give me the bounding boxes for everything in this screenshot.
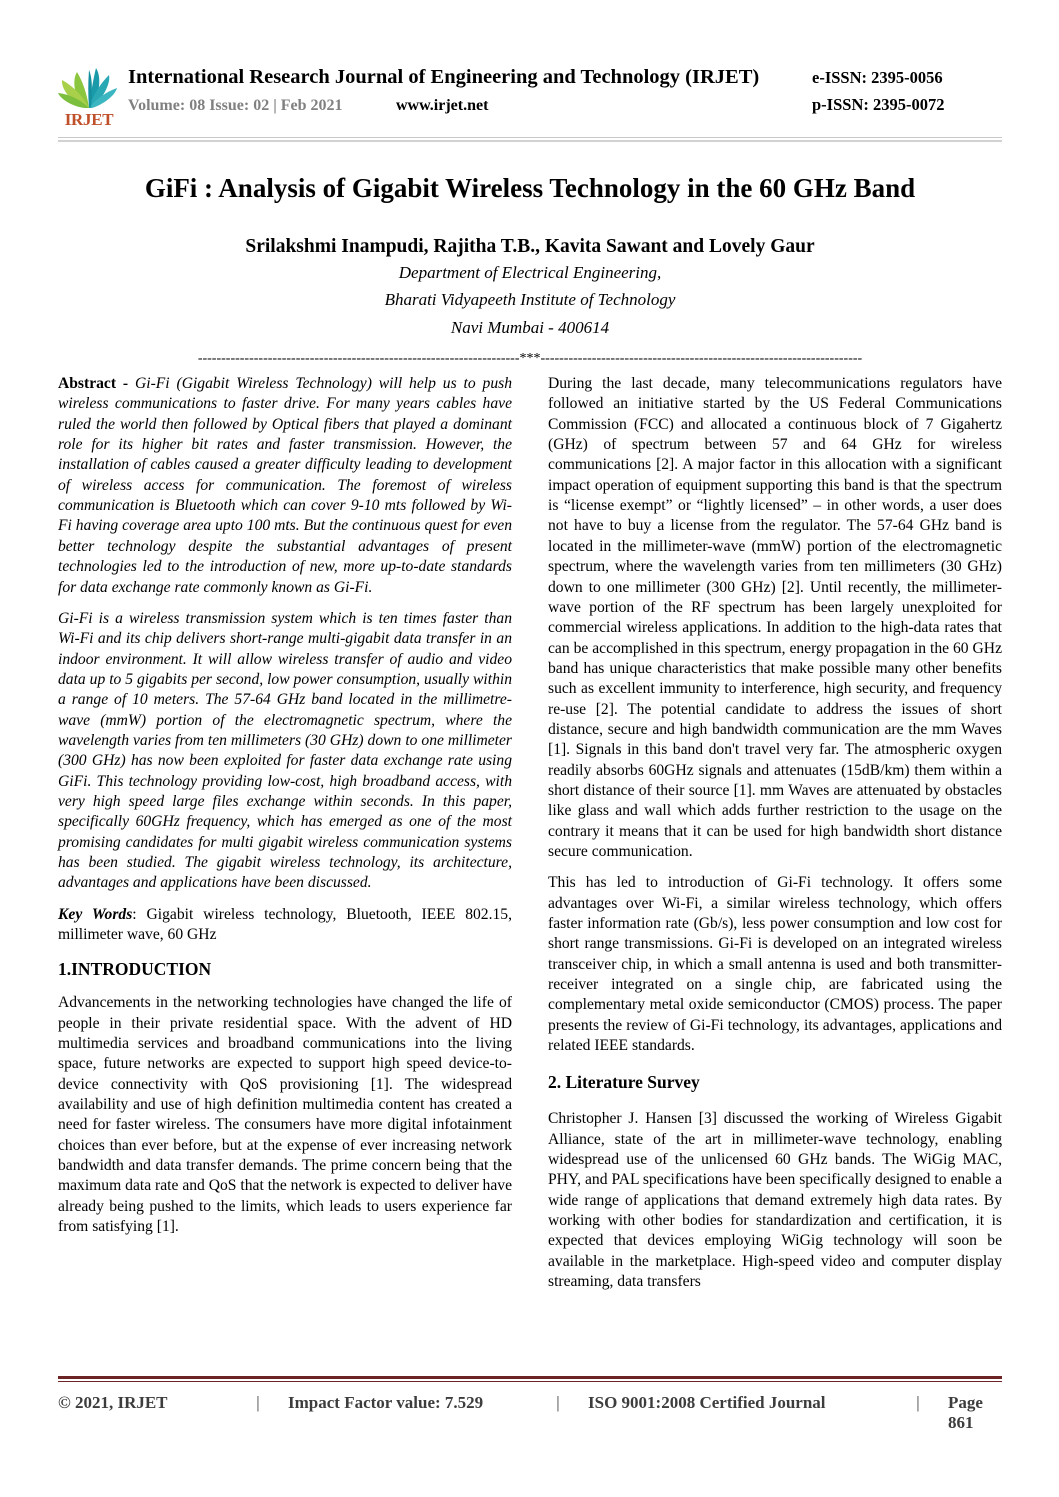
journal-website: www.irjet.net <box>396 97 489 114</box>
right-paragraph-2: This has led to introduction of Gi-Fi technology. It offers some advantages over Wi-Fi, a similar wireless technology, which offers faster information rate (Gb/s), less power consumption and low cost for short range transmissions. Gi-Fi is developed on an integrated wireless transceiver chip, in which a small antenna is used and both transmitter- receiver integrated on a single chip, are fabricated using the complementary metal oxide semiconductor (CMOS) process. The paper presents the review of Gi-Fi technology, its advantages, applications and related IEEE standards. <box>548 874 1002 1055</box>
footer-separator-1: | <box>256 1393 260 1412</box>
title-separator: ---------------------------------------------------------------------***--------------------------------------------------------------------- <box>197 350 863 366</box>
footer-divider <box>58 1376 1002 1382</box>
page-title: GiFi : Analysis of Gigabit Wireless Technology in the 60 GHz Band <box>144 173 916 203</box>
leaf-fan-icon <box>58 64 120 110</box>
volume-issue-date: Volume: 08 Issue: 02 | Feb 2021 <box>128 97 343 114</box>
page-content <box>58 0 1002 1304</box>
masthead-text <box>128 62 1002 115</box>
page-footer <box>58 1376 1002 1433</box>
right-paragraph-1: During the last decade, many telecommunications regulators have followed an initiative started by the US Federal Communications Commission (FCC) and allocated a continuous block of 7 Gigahertz (GHz) of spectrum between 57 and 64 GHz for wireless communications [2]. A major factor in this allocation with a significant impact operation of equipment supporting this band is that the spectrum is “license exempt” or “lightly licensed” – in other words, a user does not have to buy a license from the regulator. The 57-64 GHz band is located in the millimeter-wave (mmW) portion of the electromagnetic spectrum, where the wavelength varies from ten millimeters (30 GHz) down to one millimeter (300 GHz) [2]. Until recently, the millimeter-wave portion of the RF spectrum has been largely unexploited for commercial wireless applications. In addition to the high-data rates that can be accomplished in this spectrum, energy propagation in the 60 GHz band has unique characteristics that make possible many other benefits such as excellent immunity to interference, high security, and frequency re-use [2]. The potential candidate to address the issues of short distance, secure and high bandwidth communication are the mm Waves [1]. Signals in this band don't travel very far. The atmospheric oxygen readily absorbs 60GHz signals and attenuates (15dB/km) them within a short distance of their source [1]. mm Waves are attenuated by obstacles like glass and wall which adds further restriction to the usage on the contrary it means that it can be used for high bandwidth short distance secure communication. <box>548 375 1002 860</box>
section-heading-introduction: 1.INTRODUCTION <box>58 959 212 980</box>
footer-impact-factor: Impact Factor value: 7.529 <box>288 1393 484 1412</box>
two-column-body <box>58 374 1002 1303</box>
abstract-text-1: Gi-Fi (Gigabit Wireless Technology) will help us to push wireless communications to faster drive. For many years cables have ruled the world then followed by Optical fibers that played a dominant role for its higher bit rates and faster transmission. However, the installation of cables caused a greater difficulty leading to development of wireless access for communication. The foremost of wireless communication is Bluetooth which can cover 9-10 mts followed by Wi-Fi having coverage area upto 100 mts. But the continuous quest for even better technology despite the substantial advantages of present technologies led to the introduction of new, more up-to-date standards for data exchange rate commonly known as Gi-Fi. <box>58 375 512 596</box>
right-paragraph-3: Christopher J. Hansen [3] discussed the working of Wireless Gigabit Alliance, state of the art in millimeter-wave technology, enabling widespread use of the unlicensed 60 GHz bands. The WiGig MAC, PHY, and PAL specifications have been specifically designed to enable a wide range of applications that demand extremely high data rates. By working with other bodies for standardization and certification, it is expected that devices employing WiGig technology will soon be available in the marketplace. High-speed video and computer display streaming, data transfers <box>548 1110 1002 1291</box>
footer-separator-2: | <box>556 1393 560 1412</box>
journal-title: International Research Journal of Engineering and Technology (IRJET) <box>128 66 760 88</box>
irjet-logo <box>58 62 120 128</box>
affiliation-line-3: Navi Mumbai - 400614 <box>450 318 610 338</box>
right-column <box>548 374 1002 1303</box>
abstract-paragraph-1 <box>58 374 512 598</box>
affiliation-line-2: Bharati Vidyapeeth Institute of Technology <box>384 290 676 310</box>
footer-iso-certification: ISO 9001:2008 Certified Journal <box>588 1393 826 1412</box>
keywords <box>58 905 512 946</box>
masthead-divider <box>58 137 1002 142</box>
section-heading-literature-survey: 2. Literature Survey <box>548 1072 700 1093</box>
journal-masthead <box>58 0 1002 128</box>
p-issn: p-ISSN: 2395-0072 <box>812 95 945 114</box>
introduction-paragraph-1: Advancements in the networking technologies have changed the life of people in their private residential space. With the advent of HD multimedia services and broadband communications into the living space, future networks are expected to support high speed device-to-device connectivity with QoS provisioning [1]. The widespread availability and use of high definition multimedia content has created a need for faster wireless. The consumers have more digital infotainment choices than ever before, but at the expense of ever increasing network bandwidth and data transfer demands. The prime concern being that the maximum data rate and QoS that the network is expected to deliver have already being pushed to the limits, which leads to users experience far from satisfying [1]. <box>58 994 512 1236</box>
footer-row <box>58 1393 1002 1433</box>
author-list: Srilakshmi Inampudi, Rajitha T.B., Kavita Sawant and Lovely Gaur <box>245 235 815 257</box>
left-column <box>58 374 512 1303</box>
e-issn: e-ISSN: 2395-0056 <box>812 68 943 87</box>
affiliation-line-1: Department of Electrical Engineering, <box>398 262 662 282</box>
abstract-paragraph-2: Gi-Fi is a wireless transmission system which is ten times faster than Wi-Fi and its chip delivers short-range multi-gigabit data transfer in an indoor environment. It will allow wireless transfer of audio and video data up to 5 gigabits per second, low power consumption, usually within a range of 10 meters. The 57-64 GHz band located in the millimetre-wave (mmW) portion of the electromagnetic spectrum, where the wavelength varies from ten millimeters (30 GHz) down to one millimeter (300 GHz) has now been exploited for faster data exchange rate using GiFi. This technology providing low-cost, high broadband access, with very high speed large files exchange within seconds. In this paper, specifically 60GHz frequency, which has emerged as one of the most promising candidates for multi gigabit wireless communication systems has been studied. The gigabit wireless technology, its architecture, advantages and applications have been discussed. <box>58 609 512 892</box>
keywords-label: Key Words <box>58 905 133 923</box>
footer-page-number: Page 861 <box>948 1393 983 1432</box>
footer-copyright: © 2021, IRJET <box>58 1393 168 1412</box>
keywords-value: : Gigabit wireless technology, Bluetooth, IEEE 802.15, millimeter wave, 60 GHz <box>58 905 512 943</box>
irjet-logo-wordmark: IRJET <box>64 110 114 129</box>
footer-separator-3: | <box>916 1393 920 1412</box>
abstract-label: Abstract - <box>58 375 135 393</box>
